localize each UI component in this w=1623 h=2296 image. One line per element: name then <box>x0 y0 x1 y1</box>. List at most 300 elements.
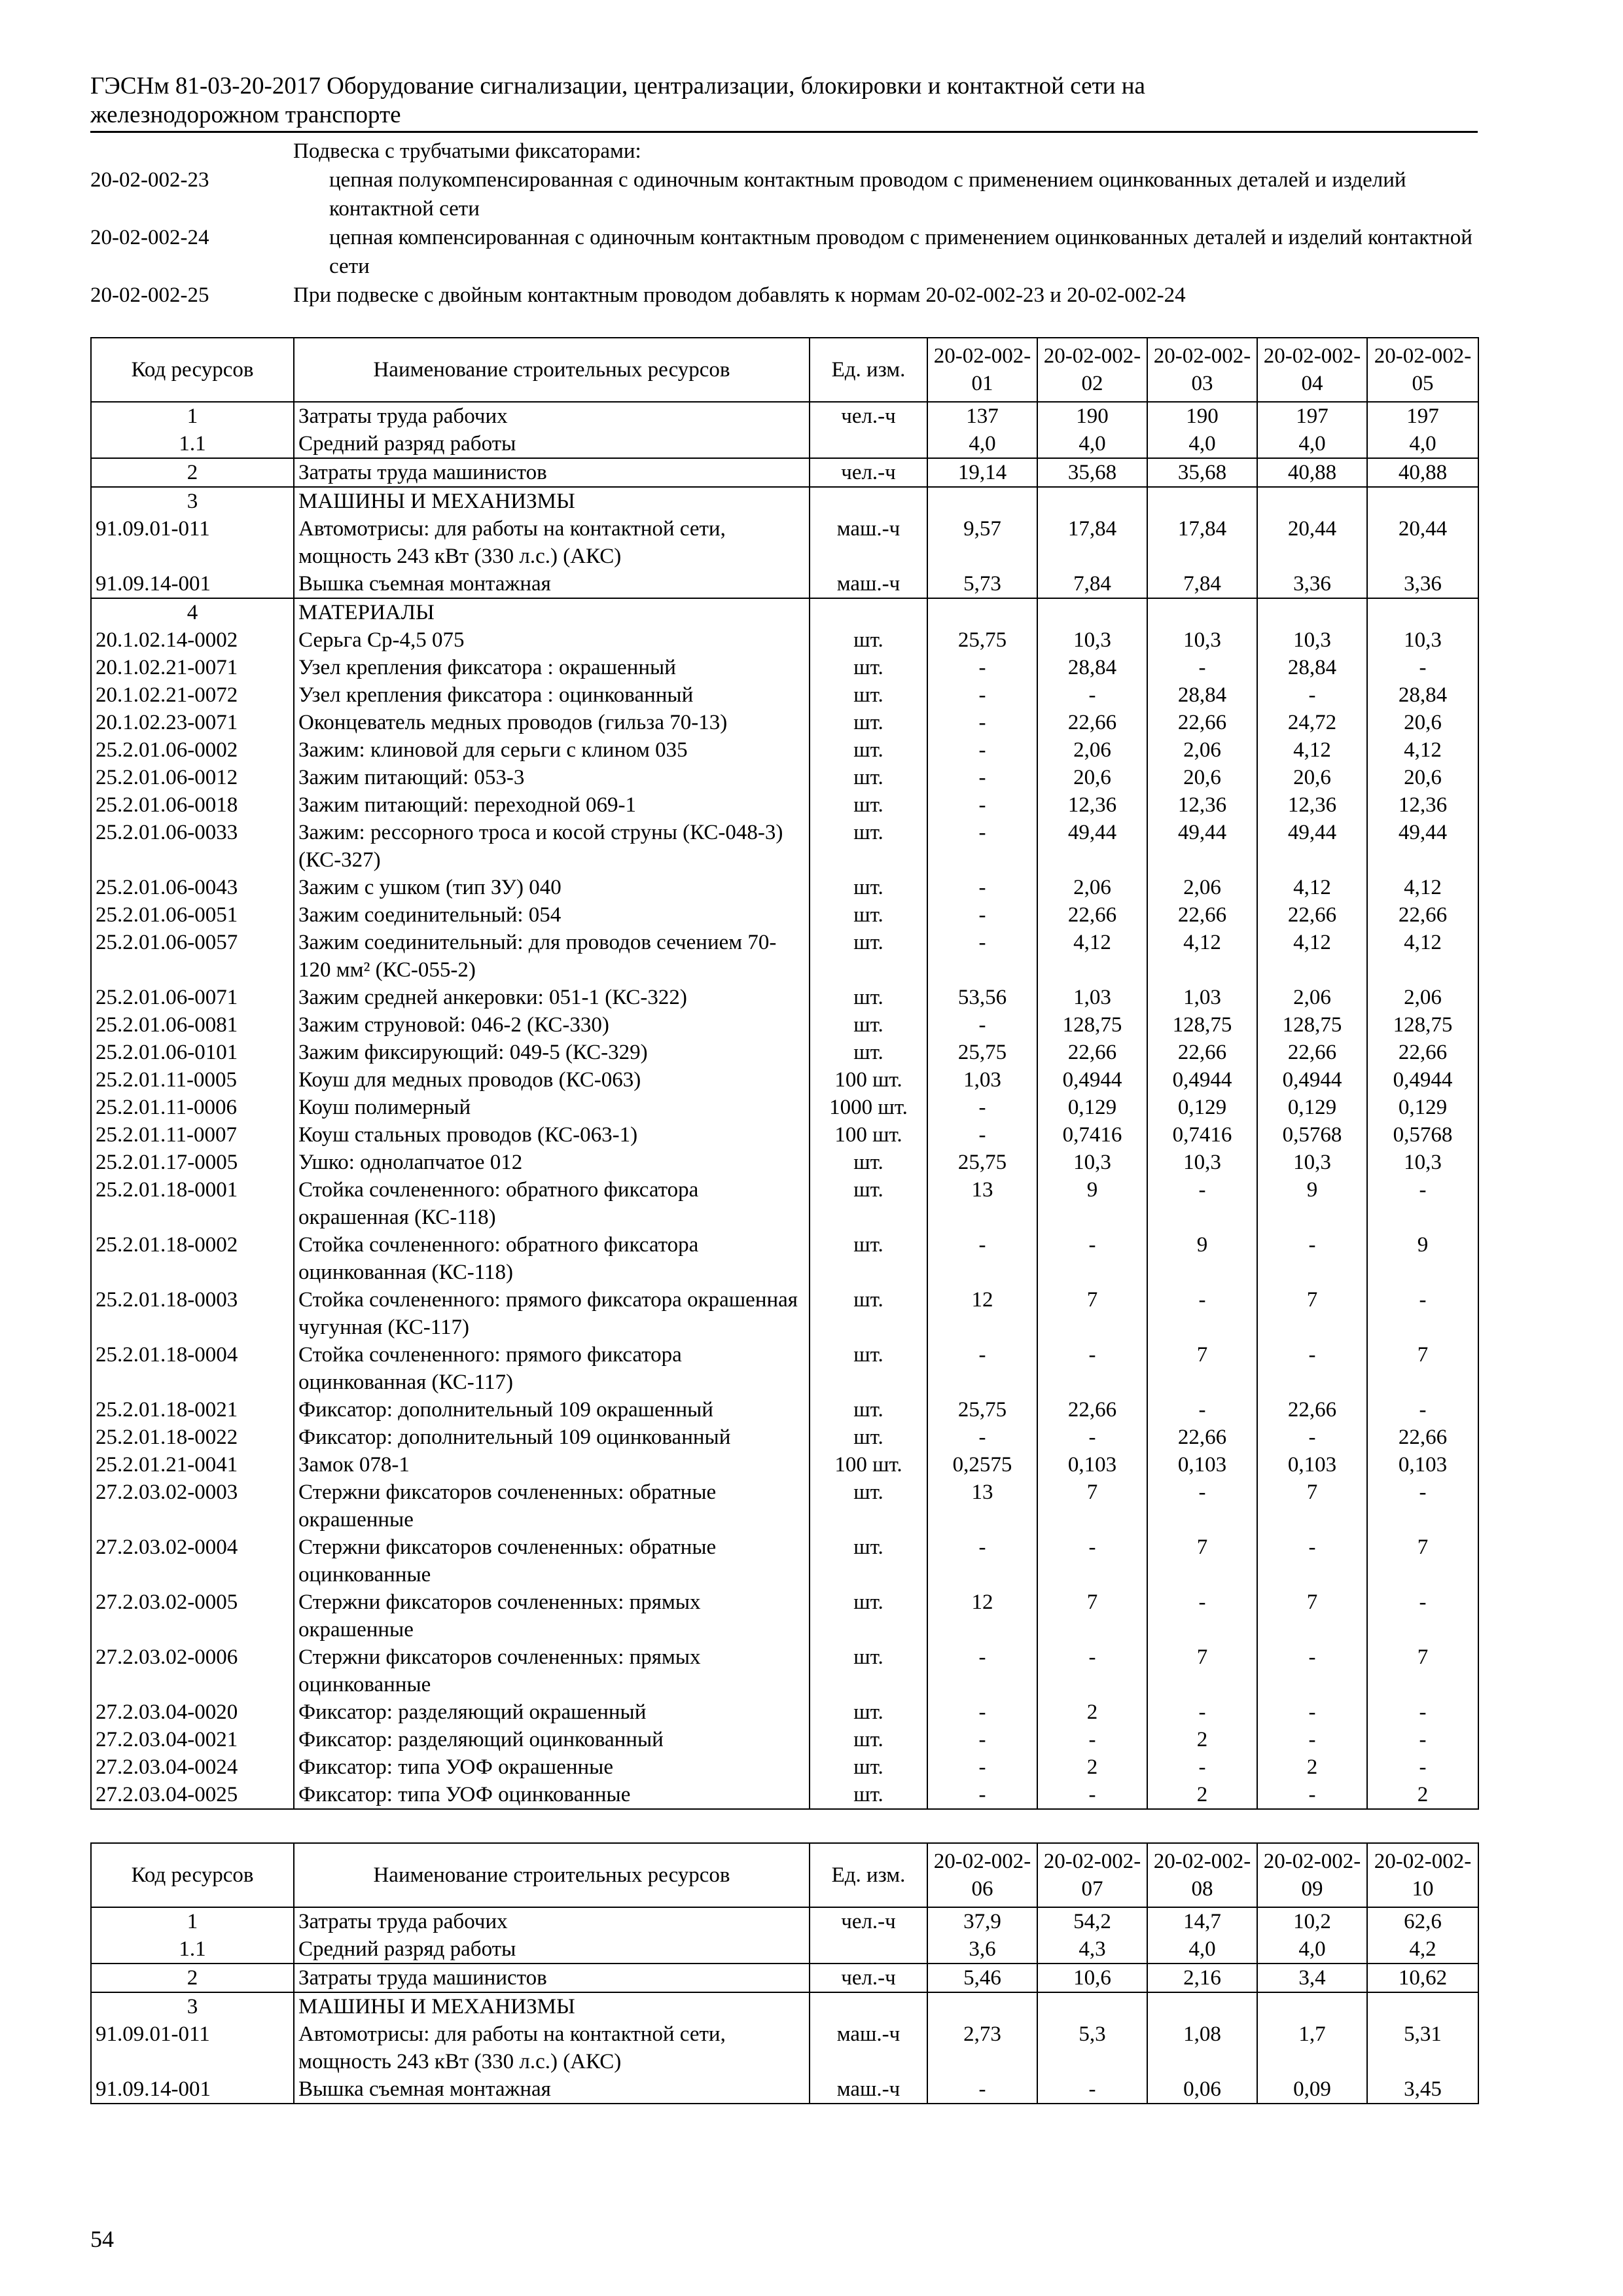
resource-code: 27.2.03.02-0005 <box>91 1588 294 1643</box>
intro-text: цепная полукомпенсированная с одиночным контактным проводом с применением оцинкованных деталей и изделий контактной сети <box>329 168 1406 221</box>
table-row <box>91 1121 1478 1149</box>
table-row <box>91 1992 1478 2020</box>
table-row <box>91 1781 1478 1809</box>
resource-unit: шт. <box>810 1698 927 1726</box>
norm-value: 40,88 <box>1257 458 1367 487</box>
norm-value: 197 <box>1367 402 1478 430</box>
resource-name: Стойка сочлененного: прямого фиксатора окрашенная чугунная (КС-117) <box>294 1286 810 1341</box>
resource-name: Зажим фиксирующий: 049-5 (КС-329) <box>294 1039 810 1066</box>
resource-code: 1.1 <box>91 1935 294 1964</box>
norm-value: 49,44 <box>1257 819 1367 874</box>
resource-name: МАТЕРИАЛЫ <box>294 598 810 626</box>
norm-value: 4,2 <box>1367 1935 1478 1964</box>
norm-value: 28,84 <box>1037 654 1147 681</box>
resource-name: Зажим соединительный: для проводов сечением 70-120 мм² (КС-055-2) <box>294 929 810 984</box>
norm-value <box>1367 487 1478 515</box>
resource-name: МАШИНЫ И МЕХАНИЗМЫ <box>294 487 810 515</box>
norm-value: 10,3 <box>1147 1149 1257 1176</box>
resource-code: 20.1.02.14-0002 <box>91 626 294 654</box>
intro-text: При подвеске с двойным контактным проводом добавлять к нормам 20-02-002-23 и 20-02-002-24 <box>293 283 1186 307</box>
resource-name: Коуш полимерный <box>294 1094 810 1121</box>
norm-value: 62,6 <box>1367 1907 1478 1935</box>
intro-item <box>90 223 1478 281</box>
norm-value: 25,75 <box>927 1149 1037 1176</box>
table-row <box>91 1964 1478 1992</box>
table-row <box>91 709 1478 736</box>
resource-code: 91.09.01-011 <box>91 515 294 570</box>
resource-unit: шт. <box>810 1149 927 1176</box>
document-page <box>90 72 1478 2104</box>
norm-value: 9,57 <box>927 515 1037 570</box>
norm-value: 2 <box>1037 1753 1147 1781</box>
table-row <box>91 874 1478 901</box>
table-row <box>91 1479 1478 1534</box>
norm-value: - <box>1367 1176 1478 1231</box>
norm-value: - <box>1037 1341 1147 1396</box>
resource-name: Вышка съемная монтажная <box>294 570 810 598</box>
norm-value: 0,5768 <box>1367 1121 1478 1149</box>
norm-value: - <box>927 1341 1037 1396</box>
norm-value: 1,08 <box>1147 2020 1257 2075</box>
norm-value: 25,75 <box>927 626 1037 654</box>
resource-unit <box>810 430 927 458</box>
resource-name: Затраты труда рабочих <box>294 1907 810 1935</box>
norm-value: 17,84 <box>1037 515 1147 570</box>
norm-value: 22,66 <box>1367 1424 1478 1451</box>
norm-value: 0,4944 <box>1367 1066 1478 1094</box>
norm-value: - <box>1147 1286 1257 1341</box>
resource-name: Стойка сочлененного: обратного фиксатора оцинкованная (КС-118) <box>294 1231 810 1286</box>
norm-value: 0,7416 <box>1147 1121 1257 1149</box>
resource-name: Фиксатор: дополнительный 109 оцинкованный <box>294 1424 810 1451</box>
norm-value: - <box>1257 1231 1367 1286</box>
resource-code: 2 <box>91 1964 294 1992</box>
norm-value: 0,4944 <box>1147 1066 1257 1094</box>
norm-value: - <box>1257 1534 1367 1588</box>
resource-name: Фиксатор: типа УОФ оцинкованные <box>294 1781 810 1809</box>
resource-code: 25.2.01.06-0057 <box>91 929 294 984</box>
norm-value: 12,36 <box>1257 791 1367 819</box>
resource-code: 25.2.01.06-0002 <box>91 736 294 764</box>
norm-value: - <box>1037 1726 1147 1753</box>
norm-value: 49,44 <box>1037 819 1147 874</box>
resource-unit: шт. <box>810 681 927 709</box>
table-row <box>91 430 1478 458</box>
norm-value: 22,66 <box>1147 709 1257 736</box>
norm-value: 7,84 <box>1037 570 1147 598</box>
norm-value: 7 <box>1257 1479 1367 1534</box>
table-row <box>91 1341 1478 1396</box>
resource-code: 25.2.01.18-0022 <box>91 1424 294 1451</box>
norm-value: 20,6 <box>1257 764 1367 791</box>
norm-value: 20,6 <box>1367 764 1478 791</box>
norm-value: 2,06 <box>1257 984 1367 1011</box>
resource-unit: чел.-ч <box>810 1964 927 1992</box>
resource-unit: чел.-ч <box>810 458 927 487</box>
table-row <box>91 1643 1478 1698</box>
table-row <box>91 1231 1478 1286</box>
norm-value: - <box>1257 1643 1367 1698</box>
resource-unit: маш.-ч <box>810 2020 927 2075</box>
norm-value: 10,62 <box>1367 1964 1478 1992</box>
table-row <box>91 1698 1478 1726</box>
norm-value: 5,46 <box>927 1964 1037 1992</box>
norm-value: 22,66 <box>1257 1396 1367 1424</box>
resource-name: Зажим: рессорного троса и косой струны (КС-048-3) (КС-327) <box>294 819 810 874</box>
table-header-row <box>91 338 1478 402</box>
norm-value: - <box>927 764 1037 791</box>
norm-value: 10,3 <box>1037 1149 1147 1176</box>
resource-unit: шт. <box>810 1726 927 1753</box>
norm-value: - <box>1147 654 1257 681</box>
resource-code: 27.2.03.04-0025 <box>91 1781 294 1809</box>
table-row <box>91 736 1478 764</box>
norm-value: 12 <box>927 1286 1037 1341</box>
norm-value: 12 <box>927 1588 1037 1643</box>
header-col-4: 20-02-002-04 <box>1257 338 1367 402</box>
resource-name: Узел крепления фиксатора : окрашенный <box>294 654 810 681</box>
resource-code: 27.2.03.04-0020 <box>91 1698 294 1726</box>
table-row <box>91 1396 1478 1424</box>
norm-value: 5,3 <box>1037 2020 1147 2075</box>
norm-value: 0,09 <box>1257 2075 1367 2104</box>
norm-value: - <box>1257 681 1367 709</box>
norm-value: 7 <box>1037 1588 1147 1643</box>
table-row <box>91 654 1478 681</box>
norm-value: 12,36 <box>1037 791 1147 819</box>
resource-name: Затраты труда рабочих <box>294 402 810 430</box>
norm-value: 24,72 <box>1257 709 1367 736</box>
resource-code: 25.2.01.06-0071 <box>91 984 294 1011</box>
norm-value: 3,6 <box>927 1935 1037 1964</box>
intro-item <box>90 137 1478 166</box>
resource-name: Зажим питающий: переходной 069-1 <box>294 791 810 819</box>
resource-unit: шт. <box>810 1588 927 1643</box>
norm-value: 4,12 <box>1367 929 1478 984</box>
norm-value: - <box>1037 1781 1147 1809</box>
norm-value: - <box>927 736 1037 764</box>
resource-unit: шт. <box>810 736 927 764</box>
norm-value: 190 <box>1037 402 1147 430</box>
table-row <box>91 626 1478 654</box>
norm-value: - <box>927 1781 1037 1809</box>
norm-value: - <box>1037 1643 1147 1698</box>
table-row <box>91 984 1478 1011</box>
norm-value: 4,12 <box>1257 736 1367 764</box>
resource-code: 20.1.02.23-0071 <box>91 709 294 736</box>
header-line-2: железнодорожном транспорте <box>90 101 401 128</box>
resource-name: Стержни фиксаторов сочлененных: прямых окрашенные <box>294 1588 810 1643</box>
norm-value: 22,66 <box>1037 1396 1147 1424</box>
norm-value: 0,129 <box>1257 1094 1367 1121</box>
table-row <box>91 570 1478 598</box>
header-line-1: ГЭСНм 81-03-20-2017 Оборудование сигнализации, централизации, блокировки и контактной сети на <box>90 73 1145 99</box>
resource-unit: шт. <box>810 1424 927 1451</box>
resource-name: Коуш стальных проводов (КС-063-1) <box>294 1121 810 1149</box>
norm-value: - <box>927 1698 1037 1726</box>
norm-value: 2,16 <box>1147 1964 1257 1992</box>
header-unit: Ед. изм. <box>810 338 927 402</box>
resource-code: 2 <box>91 458 294 487</box>
norm-value: - <box>927 874 1037 901</box>
norm-value: 1,03 <box>1147 984 1257 1011</box>
norm-value: - <box>927 1121 1037 1149</box>
resource-name: Стержни фиксаторов сочлененных: обратные окрашенные <box>294 1479 810 1534</box>
norm-value: 28,84 <box>1147 681 1257 709</box>
norm-value: 9 <box>1037 1176 1147 1231</box>
norm-value: 4,12 <box>1257 929 1367 984</box>
document-header <box>90 72 1478 130</box>
norm-value: 7 <box>1037 1479 1147 1534</box>
table-row <box>91 458 1478 487</box>
norm-value: 0,06 <box>1147 2075 1257 2104</box>
table-row <box>91 1534 1478 1588</box>
norm-value: 10,2 <box>1257 1907 1367 1935</box>
norm-value: 40,88 <box>1367 458 1478 487</box>
resource-code: 3 <box>91 487 294 515</box>
header-col-3: 20-02-002-08 <box>1147 1843 1257 1907</box>
resource-unit: шт. <box>810 791 927 819</box>
norm-value: 3,45 <box>1367 2075 1478 2104</box>
norm-value <box>927 487 1037 515</box>
norm-value: - <box>927 791 1037 819</box>
resource-code: 25.2.01.17-0005 <box>91 1149 294 1176</box>
resource-name: Стержни фиксаторов сочлененных: прямых оцинкованные <box>294 1643 810 1698</box>
resource-code: 4 <box>91 598 294 626</box>
norm-value: - <box>927 1094 1037 1121</box>
resource-unit <box>810 1935 927 1964</box>
resource-code: 25.2.01.06-0033 <box>91 819 294 874</box>
norm-value: 128,75 <box>1037 1011 1147 1039</box>
resource-name: Ушко: однолапчатое 012 <box>294 1149 810 1176</box>
resource-name: Оконцеватель медных проводов (гильза 70-13) <box>294 709 810 736</box>
resource-unit: шт. <box>810 1011 927 1039</box>
resource-name: Автомотрисы: для работы на контактной сети, мощность 243 кВт (330 л.с.) (АКС) <box>294 2020 810 2075</box>
resource-unit <box>810 1992 927 2020</box>
norm-value: 7 <box>1257 1588 1367 1643</box>
norm-value: - <box>1037 1231 1147 1286</box>
resource-unit: шт. <box>810 901 927 929</box>
table-row <box>91 681 1478 709</box>
norm-value: 10,3 <box>1257 626 1367 654</box>
intro-section <box>90 137 1478 310</box>
resource-code: 1 <box>91 1907 294 1935</box>
resource-unit: шт. <box>810 1753 927 1781</box>
norm-value: 7 <box>1147 1341 1257 1396</box>
norm-value: 28,84 <box>1257 654 1367 681</box>
norm-value: - <box>1147 1396 1257 1424</box>
norm-value: 25,75 <box>927 1039 1037 1066</box>
resource-name: Фиксатор: типа УОФ окрашенные <box>294 1753 810 1781</box>
norm-value: 4,0 <box>1257 430 1367 458</box>
norm-value: 10,6 <box>1037 1964 1147 1992</box>
norm-value: 14,7 <box>1147 1907 1257 1935</box>
norm-value: 20,44 <box>1367 515 1478 570</box>
norm-value: 9 <box>1367 1231 1478 1286</box>
norm-value: - <box>1367 1396 1478 1424</box>
resource-unit <box>810 598 927 626</box>
table-row <box>91 1588 1478 1643</box>
norm-value: - <box>1037 1424 1147 1451</box>
resource-name: Стойка сочлененного: прямого фиксатора оцинкованная (КС-117) <box>294 1341 810 1396</box>
header-col-1: 20-02-002-06 <box>927 1843 1037 1907</box>
header-col-3: 20-02-002-03 <box>1147 338 1257 402</box>
resource-code: 3 <box>91 1992 294 2020</box>
resource-code: 25.2.01.18-0002 <box>91 1231 294 1286</box>
norm-value: 20,6 <box>1147 764 1257 791</box>
norm-value: 7 <box>1147 1534 1257 1588</box>
norm-value: - <box>1367 1726 1478 1753</box>
resource-name: Узел крепления фиксатора : оцинкованный <box>294 681 810 709</box>
norm-value: 19,14 <box>927 458 1037 487</box>
norm-value: 7 <box>1037 1286 1147 1341</box>
resource-code: 1.1 <box>91 430 294 458</box>
norm-value: 13 <box>927 1479 1037 1534</box>
norm-value: 5,31 <box>1367 2020 1478 2075</box>
table-row <box>91 1935 1478 1964</box>
table-row <box>91 1176 1478 1231</box>
resource-code: 91.09.14-001 <box>91 570 294 598</box>
header-col-5: 20-02-002-10 <box>1367 1843 1478 1907</box>
norm-value: 35,68 <box>1147 458 1257 487</box>
norm-value <box>1037 1992 1147 2020</box>
resource-table-2 <box>90 1842 1479 2104</box>
header-col-2: 20-02-002-02 <box>1037 338 1147 402</box>
norm-value: 17,84 <box>1147 515 1257 570</box>
norm-value <box>1147 1992 1257 2020</box>
norm-value: 4,0 <box>927 430 1037 458</box>
table-row <box>91 929 1478 984</box>
norm-value: 3,4 <box>1257 1964 1367 1992</box>
resource-unit: маш.-ч <box>810 515 927 570</box>
norm-value: 4,12 <box>1257 874 1367 901</box>
resource-unit: шт. <box>810 1286 927 1341</box>
norm-value: 4,0 <box>1037 430 1147 458</box>
norm-value: 2 <box>1147 1726 1257 1753</box>
norm-value: - <box>1257 1424 1367 1451</box>
norm-value: - <box>1037 1534 1147 1588</box>
norm-value: 128,75 <box>1147 1011 1257 1039</box>
norm-value: - <box>927 929 1037 984</box>
resource-code: 27.2.03.04-0024 <box>91 1753 294 1781</box>
norm-value: 2,73 <box>927 2020 1037 2075</box>
norm-value: 0,4944 <box>1257 1066 1367 1094</box>
norm-value: 4,0 <box>1367 430 1478 458</box>
header-col-5: 20-02-002-05 <box>1367 338 1478 402</box>
norm-value: - <box>1147 1753 1257 1781</box>
norm-value: 2 <box>1147 1781 1257 1809</box>
header-code: Код ресурсов <box>91 1843 294 1907</box>
norm-value: - <box>927 1534 1037 1588</box>
norm-value: 2 <box>1037 1698 1147 1726</box>
resource-name: Вышка съемная монтажная <box>294 2075 810 2104</box>
norm-value: 7 <box>1367 1341 1478 1396</box>
norm-value: 2,06 <box>1367 984 1478 1011</box>
norm-value: 20,6 <box>1037 764 1147 791</box>
norm-value: 4,3 <box>1037 1935 1147 1964</box>
norm-value: - <box>1037 681 1147 709</box>
resource-name: Коуш для медных проводов (КС-063) <box>294 1066 810 1094</box>
resource-unit: шт. <box>810 874 927 901</box>
norm-value: - <box>1257 1698 1367 1726</box>
norm-value <box>1037 598 1147 626</box>
norm-value: 10,3 <box>1037 626 1147 654</box>
norm-value: 1,03 <box>1037 984 1147 1011</box>
table-row <box>91 1149 1478 1176</box>
intro-code: 20-02-002-24 <box>90 226 209 249</box>
resource-name: Фиксатор: разделяющий оцинкованный <box>294 1726 810 1753</box>
norm-value: 7 <box>1147 1643 1257 1698</box>
resource-name: Зажим с ушком (тип ЗУ) 040 <box>294 874 810 901</box>
norm-value: 3,36 <box>1367 570 1478 598</box>
norm-value: 0,129 <box>1147 1094 1257 1121</box>
norm-value: 2,06 <box>1037 736 1147 764</box>
table-row <box>91 764 1478 791</box>
norm-value: 25,75 <box>927 1396 1037 1424</box>
norm-value: 22,66 <box>1147 1424 1257 1451</box>
norm-value: - <box>1367 1698 1478 1726</box>
norm-value: 53,56 <box>927 984 1037 1011</box>
header-code: Код ресурсов <box>91 338 294 402</box>
table-row <box>91 1094 1478 1121</box>
intro-text: Подвеска с трубчатыми фиксаторами: <box>293 139 641 163</box>
norm-value: - <box>927 2075 1037 2104</box>
norm-value: 0,129 <box>1037 1094 1147 1121</box>
table-header-row <box>91 1843 1478 1907</box>
norm-value: - <box>1147 1176 1257 1231</box>
resource-name: Зажим питающий: 053-3 <box>294 764 810 791</box>
resource-name: Замок 078-1 <box>294 1451 810 1479</box>
resource-code: 25.2.01.06-0051 <box>91 901 294 929</box>
norm-value: - <box>927 1231 1037 1286</box>
norm-value: 54,2 <box>1037 1907 1147 1935</box>
resource-name: Фиксатор: разделяющий окрашенный <box>294 1698 810 1726</box>
resource-name: Затраты труда машинистов <box>294 458 810 487</box>
resource-name: МАШИНЫ И МЕХАНИЗМЫ <box>294 1992 810 2020</box>
norm-value: 49,44 <box>1367 819 1478 874</box>
resource-unit: шт. <box>810 1479 927 1534</box>
norm-value: 1,7 <box>1257 2020 1367 2075</box>
norm-value: 12,36 <box>1367 791 1478 819</box>
resource-unit: шт. <box>810 654 927 681</box>
norm-value: - <box>1147 1479 1257 1534</box>
table-row <box>91 515 1478 570</box>
resource-code: 25.2.01.11-0007 <box>91 1121 294 1149</box>
norm-value: 22,66 <box>1037 709 1147 736</box>
resource-unit: шт. <box>810 764 927 791</box>
norm-value: 4,12 <box>1037 929 1147 984</box>
resource-table-1 <box>90 337 1479 1810</box>
resource-code: 25.2.01.06-0043 <box>91 874 294 901</box>
norm-value <box>1037 487 1147 515</box>
norm-value: 12,36 <box>1147 791 1257 819</box>
norm-value: 10,3 <box>1367 1149 1478 1176</box>
norm-value: 0,5768 <box>1257 1121 1367 1149</box>
norm-value: - <box>927 654 1037 681</box>
norm-value: 22,66 <box>1037 901 1147 929</box>
norm-value: - <box>1367 1753 1478 1781</box>
norm-value: 10,3 <box>1147 626 1257 654</box>
resource-code: 25.2.01.06-0101 <box>91 1039 294 1066</box>
resource-code: 25.2.01.06-0081 <box>91 1011 294 1039</box>
norm-value: 5,73 <box>927 570 1037 598</box>
norm-value: 4,12 <box>1367 874 1478 901</box>
norm-value: - <box>1367 1588 1478 1643</box>
resource-unit: шт. <box>810 1231 927 1286</box>
resource-unit: шт. <box>810 709 927 736</box>
norm-value <box>1367 1992 1478 2020</box>
norm-value: 0,103 <box>1147 1451 1257 1479</box>
